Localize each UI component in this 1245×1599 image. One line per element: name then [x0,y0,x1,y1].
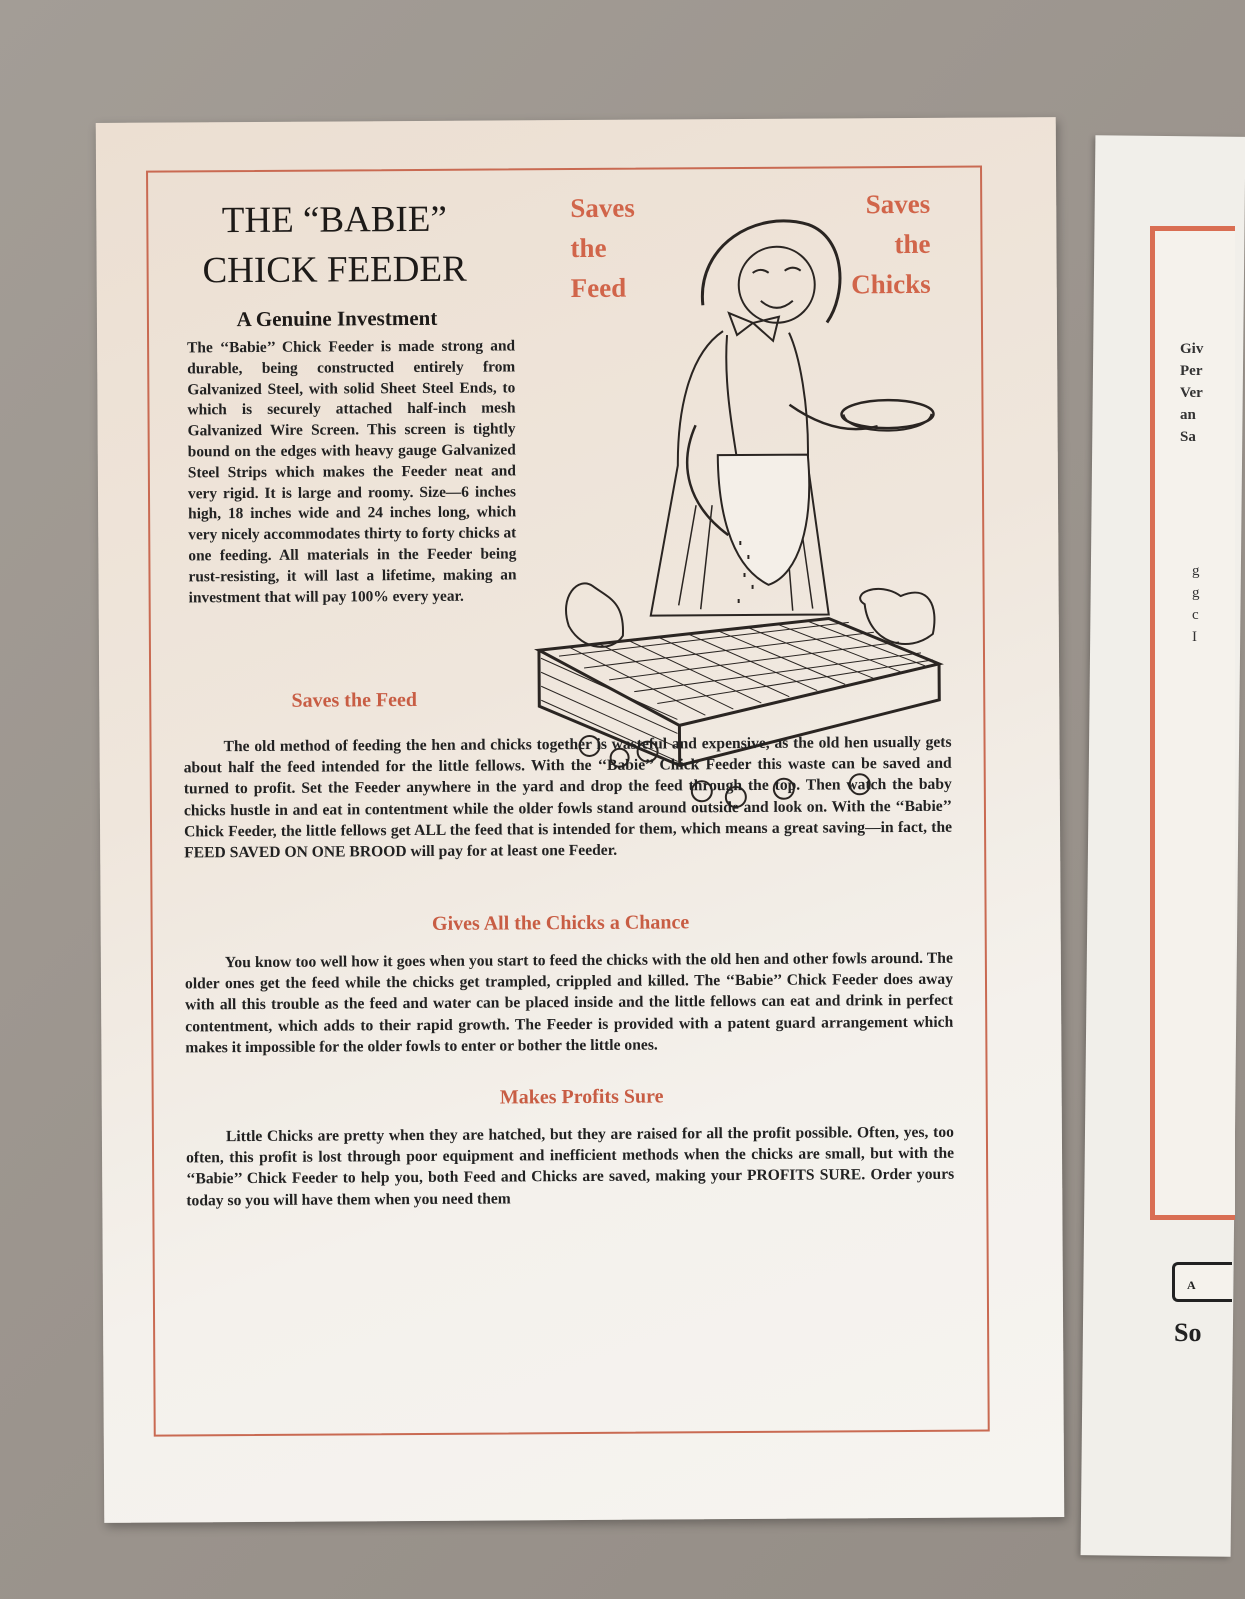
woman-feeding-chicks-illustration [526,204,949,723]
hen-icon-left [566,583,623,647]
tag-saves-the-feed: Saves the Feed [570,192,635,304]
flyer-subtitle: A Genuine Investment [236,305,438,332]
second-sheet-box: A [1172,1262,1232,1302]
flyer-title [174,195,495,297]
second-sheet-bottom-text: So [1174,1318,1202,1347]
flyer-sheet [96,117,1065,1523]
paragraph-makes-profits-sure: Little Chicks are pretty when they are hatched, but they are raised for all the profit possible. Often, yes, too often, this profit is lost through poor equipment and inefficient methods when the chicks are small, but with the ‘‘Babie’’ Chick Feeder to help you, both Feed and Chicks are saved, making your PROFITS SURE. Order yours today so you will have them when you need them [186,1123,955,1210]
paragraph-saves-the-feed: The old method of feeding the hen and chicks together is wasteful and expensive, as the old hen usually gets about half the feed intended for the little fellows. With the ‘‘Babie’’ Chick Feeder this waste can be saved and turned to profit. Set the Feeder anywhere in the yard and drop the feed through the top. Then watch the baby chicks hustle in and eat in contentment while the older fowls stand around outside and look on. With the ‘‘Babie’’ Chick Feeder, the little fellows get ALL the feed that is intended for them, which means a great saving—in fact, the FEED SAVED ON ONE BROOD will pay for at least one Feeder. [183,733,953,862]
paragraph-gives-all-chicks-chance: You know too well how it goes when you start to feed the chicks with the old hen and other fowls around. The older ones get the feed while the chicks get trampled, crippled and killed. The ‘‘Babie’’ Chick Feeder does away with all this trouble as the feed and water can be placed inside and the little fellows can eat and drink in perfect contentment, which adds to their rapid growth. The Feeder is provided with a patent guard arrangement which makes it impossible for the older fowls to enter or bother the little ones. [184,949,954,1057]
second-sheet-text-fragment-2: g g c I [1192,563,1200,645]
tag-saves-the-chicks: Saves the Chicks [851,188,931,300]
heading-makes-profits-sure: Makes Profits Sure [499,1085,664,1109]
title-line-2: CHICK FEEDER [202,248,467,292]
heading-gives-all-chicks-chance: Gives All the Chicks a Chance [431,911,690,935]
face-icon [739,247,815,323]
heading-saves-the-feed: Saves the Feed [291,688,418,712]
second-sheet-text-fragment: Giv Per Ver an Sa [1180,341,1204,445]
intro-paragraph: The ‘‘Babie’’ Chick Feeder is made strong and durable, being constructed entirely from Galvanized Steel, with solid Sheet Steel Ends, to which is securely attached half-inch mesh Galvanized Wire Screen. This screen is tightly bound on the edges with heavy gauge Galvanized Steel Strips which makes the Feeder neat and very rigid. It is large and roomy. Size—6 inches high, 18 inches wide and 24 inches long, which very nicely accommodates thirty to forty chicks at one feeding. All materials in the Feeder being rust-resisting, it will last a lifetime, making an investment that will pay 100% every year. [187,337,517,606]
title-line-1: THE “BABIE” [221,198,447,242]
